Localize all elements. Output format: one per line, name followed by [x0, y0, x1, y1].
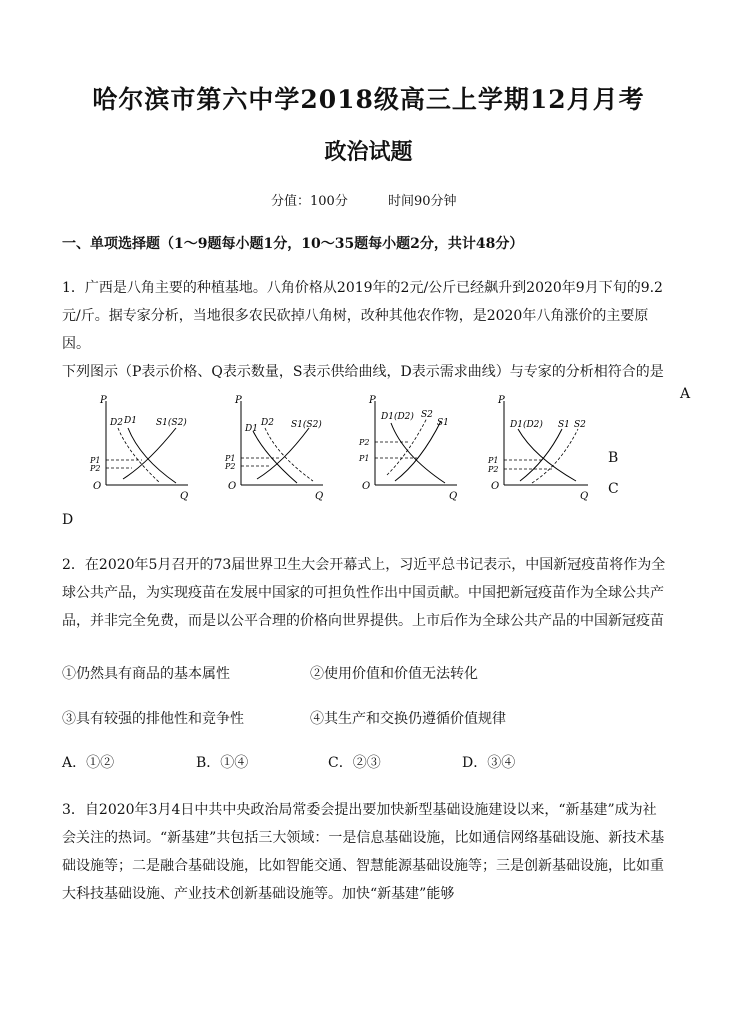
- q2-option-4: ④其生产和交换仍遵循价值规律: [310, 711, 506, 727]
- exam-subtitle: 政治试题: [324, 139, 413, 165]
- q2-answer-a: A．①②: [62, 755, 115, 771]
- graph-a-p2-label: P2: [90, 464, 101, 473]
- question-1-line: 下列图示（P表示价格、Q表示数量，S表示供给曲线，D表示需求曲线）与专家的分析相符合的是: [62, 364, 664, 380]
- option-a-label: A: [680, 386, 691, 402]
- graph-a-q-label: Q: [180, 491, 189, 502]
- question-1-stem: [62, 274, 674, 386]
- graph-c-p2-label: P2: [359, 438, 370, 447]
- graph-c-s2-label: S2: [421, 410, 433, 420]
- question-3-line: 础设施等；二是融合基础设施，比如智能交通、智慧能源基础设施等；三是创新基础设施，比如重: [62, 858, 664, 874]
- question-3-line: 会关注的热词。“新基建”共包括三大领域：一是信息基础设施，比如通信网络基础设施、新技术基: [62, 830, 665, 846]
- question-3-line: 3．自2020年3月4日中共中央政治局常委会提出要加快新型基础设施建设以来，“新基建”成为社: [62, 802, 657, 818]
- graph-c-q-label: Q: [449, 491, 458, 502]
- graph-c-d-label: D1(D2): [381, 412, 414, 422]
- graph-b-d1-label: D1: [245, 424, 258, 434]
- exam-title: 哈尔滨市第六中学2018级高三上学期12月月考: [92, 85, 645, 114]
- option-d-label: D: [62, 512, 74, 528]
- q2-option-2: ②使用价值和价值无法转化: [310, 666, 478, 682]
- question-2-line: 球公共产品，为实现疫苗在发展中国家的可担负性作出中国贡献。中国把新冠疫苗作为全球公共产: [62, 585, 664, 601]
- graph-a-p1-label: P1: [90, 456, 101, 465]
- graph-b: [223, 393, 333, 505]
- question-2-stem: [62, 551, 674, 635]
- graph-b-o-label: O: [228, 481, 237, 492]
- graph-b-s-label: S1(S2): [291, 420, 322, 430]
- q2-option-1: ①仍然具有商品的基本属性: [62, 666, 230, 682]
- graph-d: [486, 393, 598, 505]
- graph-c-p1-label: P1: [359, 454, 370, 463]
- graph-c-s1-label: S1: [437, 418, 449, 428]
- graph-d-q-label: Q: [580, 491, 589, 502]
- question-3-stem: [62, 796, 674, 908]
- graph-b-p2-label: P2: [225, 462, 236, 471]
- q2-answer-b: B．①④: [196, 755, 249, 771]
- graph-a-d1-label: D1: [124, 416, 137, 426]
- graph-c: [357, 393, 467, 505]
- graph-b-d2-label: D2: [261, 418, 274, 428]
- graph-d-s1-label: S1: [558, 420, 570, 430]
- graph-a-o-label: O: [93, 481, 102, 492]
- graph-d-p-label: P: [498, 395, 505, 406]
- graph-d-d-label: D1(D2): [510, 420, 543, 430]
- graph-d-p2-label: P2: [488, 465, 499, 474]
- graph-c-p-label: P: [369, 395, 376, 406]
- graph-a-d2-label: D2: [110, 418, 123, 428]
- question-1-line: 1．广西是八角主要的种植基地。八角价格从2019年的2元/公斤已经飙升到2020年9月下旬的9.2: [62, 280, 663, 296]
- question-2-line: 2．在2020年5月召开的73届世界卫生大会开幕式上，习近平总书记表示，中国新冠疫苗将作为全: [62, 557, 666, 573]
- graph-b-p-label: P: [235, 395, 242, 406]
- graph-d-p1-label: P1: [488, 456, 499, 465]
- question-2-line: 品，并非完全免费，而是以公平合理的价格向世界提供。上市后作为全球公共产品的中国新冠疫苗: [62, 613, 664, 629]
- question-3-line: 大科技基础设施、产业技术创新基础设施等。加快“新基建”能够: [62, 886, 455, 902]
- graph-a: [88, 393, 198, 505]
- option-c-label: C: [608, 481, 619, 497]
- graph-d-s2-label: S2: [574, 420, 586, 430]
- graph-b-p1-label: P1: [225, 454, 236, 463]
- graph-d-o-label: O: [491, 481, 500, 492]
- graph-b-q-label: Q: [315, 491, 324, 502]
- graph-a-s-label: S1(S2): [156, 418, 187, 428]
- question-1-line: 元/斤。据专家分析，当地很多农民砍掉八角树，改种其他农作物，是2020年八角涨价的主要原因。: [62, 308, 649, 352]
- graph-a-p-label: P: [100, 395, 107, 406]
- q2-answer-c: C．②③: [328, 755, 381, 771]
- score-info: 分值：100分: [271, 194, 348, 209]
- option-b-label: B: [608, 450, 619, 466]
- q2-answer-d: D．③④: [462, 755, 516, 771]
- graph-c-o-label: O: [362, 481, 371, 492]
- time-info: 时间90分钟: [388, 194, 457, 209]
- section-heading: 一、单项选择题（1～9题每小题1分，10～35题每小题2分，共计48分）: [62, 236, 524, 252]
- q2-option-3: ③具有较强的排他性和竞争性: [62, 711, 244, 727]
